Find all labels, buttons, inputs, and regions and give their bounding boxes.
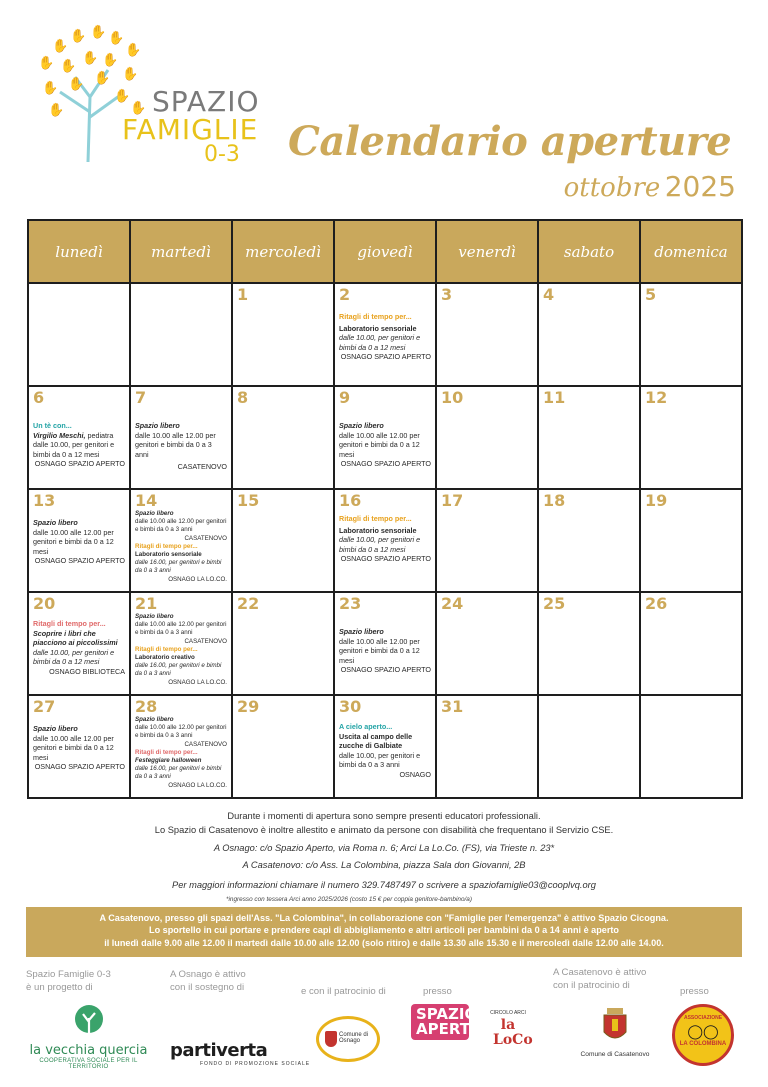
day-number: 18 xyxy=(543,491,566,510)
weekday-header: mercoledì xyxy=(232,220,334,283)
weekday-header: domenica xyxy=(640,220,742,283)
day-number: 21 xyxy=(135,594,158,613)
event-location: CASATENOVO xyxy=(184,740,227,748)
event-location: OSNAGO SPAZIO APERTO xyxy=(34,459,125,469)
event-title: Spazio libero xyxy=(135,613,174,620)
day-number: 14 xyxy=(135,491,158,510)
day-number: 28 xyxy=(135,697,158,716)
day-number: 8 xyxy=(237,388,249,407)
page-title: Calendario aperture xyxy=(288,118,732,165)
comune-casatenovo-logo xyxy=(575,1006,655,1058)
day-cell xyxy=(640,489,742,592)
event-detail: dalle 10.00, per genitori e bimbi da 0 a 12 mesi xyxy=(33,647,115,667)
day-number: 13 xyxy=(33,491,56,510)
partiverta-logo xyxy=(170,1040,310,1067)
footer-caption: presso xyxy=(680,986,709,997)
event-tag: A cielo aperto... xyxy=(339,722,393,731)
lvq-name: la vecchia quercia xyxy=(29,1043,148,1058)
weekday-header: giovedì xyxy=(334,220,436,283)
day-number: 15 xyxy=(237,491,260,510)
event-detail: dalle 16.00, per genitori e bimbi da 0 a 3 anni xyxy=(135,765,222,781)
osnago-coat-of-arms-icon xyxy=(325,1031,337,1047)
footer-text: Spazio Famiglie 0-3 xyxy=(26,969,111,980)
day-cell xyxy=(130,695,232,798)
day-cell xyxy=(538,592,640,695)
svg-text:✋: ✋ xyxy=(70,29,87,44)
event-title: Spazio libero xyxy=(33,518,78,527)
colombina-top-text: ASSOCIAZIONE xyxy=(683,1015,723,1021)
week-row xyxy=(28,283,742,386)
day-cell xyxy=(436,489,538,592)
event xyxy=(33,724,125,772)
day-number: 25 xyxy=(543,594,566,613)
day-cell xyxy=(334,386,436,489)
logo-line3: 0-3 xyxy=(204,142,240,167)
loco-top-text: CIRCOLO ARCI xyxy=(490,1010,526,1016)
day-number: 11 xyxy=(543,388,566,407)
day-cell xyxy=(130,592,232,695)
event-title: Laboratorio sensoriale xyxy=(339,525,417,535)
day-number: 16 xyxy=(339,491,362,510)
day-cell xyxy=(436,386,538,489)
partiverta-name: partiverta xyxy=(170,1040,268,1061)
day-cell xyxy=(436,695,538,798)
day-number: 30 xyxy=(339,697,362,716)
event-detail: dalle 10.00 alle 12.00 per genitori e bimbi da 0 a 3 anni xyxy=(135,724,227,740)
day-number: 26 xyxy=(645,594,668,613)
event-tag: Ritagli di tempo per... xyxy=(135,645,198,653)
day-cell xyxy=(28,386,130,489)
day-cell xyxy=(28,695,130,798)
day-number: 6 xyxy=(33,388,45,407)
info-casatenovo: A Casatenovo: c/o Ass. La Colombina, piazza Sala don Giovanni, 2B xyxy=(242,860,526,870)
footer-caption: presso xyxy=(423,986,452,997)
day-cell xyxy=(436,283,538,386)
day-cell xyxy=(436,592,538,695)
event-detail: dalle 10.00, per genitori e bimbi da 0 a 3 anni xyxy=(339,750,421,770)
calendar-table xyxy=(27,219,743,799)
event xyxy=(339,627,431,675)
event xyxy=(339,514,431,564)
partiverta-subtitle: FONDO DI PROMOZIONE SOCIALE xyxy=(200,1061,311,1067)
empty-day-cell xyxy=(640,695,742,798)
arci-note: *ingresso con tessera Arci anno 2025/2026 (costo 15 € per coppia genitore-bambino/a) xyxy=(226,896,472,903)
event-tag: Ritagli di tempo per... xyxy=(135,748,198,756)
day-number: 4 xyxy=(543,285,555,304)
event xyxy=(135,613,227,646)
day-number: 12 xyxy=(645,388,668,407)
weekday-header: venerdì xyxy=(436,220,538,283)
svg-text:✋: ✋ xyxy=(60,59,77,74)
event-name: Virgilio Meschi, xyxy=(33,430,86,440)
day-cell xyxy=(232,283,334,386)
week-row xyxy=(28,592,742,695)
event xyxy=(339,421,431,469)
footer-text: A Osnago è attivo xyxy=(170,969,246,980)
svg-text:✋: ✋ xyxy=(114,89,131,104)
event-location: OSNAGO LA LO.CO. xyxy=(168,781,227,789)
footer-text: con il patrocinio di xyxy=(553,980,630,991)
lvq-subtitle: COOPERATIVA SOCIALE PER IL TERRITORIO xyxy=(39,1058,138,1070)
event-title: Spazio libero xyxy=(339,421,384,430)
event xyxy=(339,312,431,362)
logo-line1: SPAZIO xyxy=(152,85,260,118)
tree-icon xyxy=(73,1004,105,1038)
day-number: 19 xyxy=(645,491,668,510)
event xyxy=(339,722,431,780)
svg-text:✋: ✋ xyxy=(42,81,59,96)
day-cell xyxy=(334,695,436,798)
event-location: CASATENOVO xyxy=(177,462,227,472)
empty-day-cell xyxy=(538,695,640,798)
info-cse: Lo Spazio di Casatenovo è inoltre allestito e animato da persone con disabilità che frequentano il Servizio CSE. xyxy=(154,825,614,835)
event-location: CASATENOVO xyxy=(184,637,227,645)
day-cell xyxy=(28,592,130,695)
la-loco-logo xyxy=(486,1010,533,1048)
day-number: 5 xyxy=(645,285,657,304)
event-tag: Ritagli di tempo per... xyxy=(339,514,412,523)
event-tag: Ritagli di tempo per... xyxy=(339,312,412,321)
day-cell xyxy=(232,386,334,489)
event-title: Scoprire i libri che piacciono ai piccolissimi xyxy=(33,628,118,648)
event-title: Spazio libero xyxy=(135,716,174,723)
week-row xyxy=(28,695,742,798)
footer-text: è un progetto di xyxy=(26,982,93,993)
day-number: 23 xyxy=(339,594,362,613)
footer-caption: e con il patrocinio di xyxy=(301,986,386,997)
day-number: 22 xyxy=(237,594,260,613)
week-row xyxy=(28,489,742,592)
footer-caption xyxy=(553,966,646,992)
event-detail: dalle 10.00 alle 12.00 per genitori e bimbi da 0 a 12 mesi xyxy=(339,430,420,459)
svg-text:✋: ✋ xyxy=(52,39,69,54)
event-detail: dalle 10.00 alle 12.00 per genitori e bimbi da 0 a 12 mesi xyxy=(33,527,114,556)
info-educators: Durante i momenti di apertura sono sempre presenti educatori professionali. xyxy=(227,811,541,821)
svg-text:✋: ✋ xyxy=(102,53,119,68)
day-cell xyxy=(640,386,742,489)
svg-text:✋: ✋ xyxy=(90,25,107,40)
day-number: 3 xyxy=(441,285,453,304)
la-colombina-logo xyxy=(672,1004,734,1066)
day-number: 24 xyxy=(441,594,464,613)
weekday-header: martedì xyxy=(130,220,232,283)
event-tag: Ritagli di tempo per... xyxy=(33,619,106,628)
day-cell xyxy=(232,695,334,798)
osnago-logo-text: Comune di Osnago xyxy=(339,1032,369,1044)
year: 2025 xyxy=(664,170,736,203)
event-detail: dalle 10.00 alle 12.00 per genitori e bimbi da 0 a 12 mesi xyxy=(339,636,420,665)
banner-line: A Casatenovo, presso gli spazi dell'Ass. "La Colombina", in collaborazione con "Famiglie per l'emergenza" è attivo Spazio Cicogna. xyxy=(99,913,669,923)
event-location: OSNAGO LA LO.CO. xyxy=(168,678,227,686)
empty-day-cell xyxy=(130,283,232,386)
colombina-text: LA COLOMBINA xyxy=(679,1041,727,1047)
day-number: 27 xyxy=(33,697,56,716)
week-row xyxy=(28,386,742,489)
day-cell xyxy=(640,283,742,386)
event-location: OSNAGO LA LO.CO. xyxy=(168,575,227,583)
footer-text: A Casatenovo è attivo xyxy=(553,967,647,978)
day-cell xyxy=(334,592,436,695)
event-tag: Ritagli di tempo per... xyxy=(135,542,198,550)
day-number: 1 xyxy=(237,285,249,304)
day-number: 29 xyxy=(237,697,260,716)
event-detail: dalle 10.00, per genitori e bimbi da 0 a 12 mesi xyxy=(339,535,421,554)
svg-text:✋: ✋ xyxy=(68,77,85,92)
event xyxy=(135,749,227,790)
event-title: Laboratorio sensoriale xyxy=(339,323,417,333)
event-location: OSNAGO BIBLIOTECA xyxy=(49,666,125,676)
weekday-header-row xyxy=(28,220,742,283)
day-cell xyxy=(334,489,436,592)
footer-text: con il sostegno di xyxy=(170,982,245,993)
event-location: OSNAGO SPAZIO APERTO xyxy=(340,554,431,564)
day-cell xyxy=(334,283,436,386)
event-title: Spazio libero xyxy=(33,724,78,733)
event-tag: Un tè con... xyxy=(33,421,72,430)
footer-caption xyxy=(26,968,111,994)
event-detail: dalle 10.00 alle 12.00 per genitori e bimbi da 0 a 3 anni xyxy=(135,430,216,459)
comune-osnago-logo xyxy=(316,1016,380,1062)
svg-text:✋: ✋ xyxy=(108,31,125,46)
day-number: 17 xyxy=(441,491,464,510)
info-contact: Per maggiori informazioni chiamare il numero 329.7487497 o scrivere a spaziofamiglie03@cooplvq.org xyxy=(172,880,596,890)
month-year xyxy=(564,170,736,203)
event xyxy=(135,646,227,687)
svg-text:✋: ✋ xyxy=(122,67,139,82)
spazio-aperto-logo xyxy=(411,1004,483,1040)
event-title: Spazio libero xyxy=(135,510,174,517)
event-title: Laboratorio creativo xyxy=(135,654,195,662)
event-detail: dalle 10.00 alle 12.00 per genitori e bimbi da 0 a 12 mesi xyxy=(33,733,114,762)
footer-caption xyxy=(170,968,246,994)
comune-casatenovo-text: Comune di Casatenovo xyxy=(580,1051,650,1058)
logo-line2: FAMIGLIE xyxy=(122,113,259,146)
event xyxy=(135,421,227,472)
svg-text:✋: ✋ xyxy=(125,43,142,58)
event-title: Spazio libero xyxy=(135,421,180,430)
day-cell xyxy=(538,283,640,386)
day-cell xyxy=(28,489,130,592)
day-cell xyxy=(640,592,742,695)
event-location: OSNAGO SPAZIO APERTO xyxy=(340,665,431,675)
svg-text:✋: ✋ xyxy=(38,56,55,71)
event xyxy=(33,518,125,566)
svg-text:✋: ✋ xyxy=(94,71,111,86)
casatenovo-coat-of-arms-icon xyxy=(600,1006,630,1046)
event-location: OSNAGO SPAZIO APERTO xyxy=(34,762,125,772)
event-location: OSNAGO xyxy=(399,769,431,779)
day-number: 20 xyxy=(33,594,56,613)
spazio-aperto-line1: SPAZIO xyxy=(416,1005,478,1023)
info-osnago: A Osnago: c/o Spazio Aperto, via Roma n. 6; Arci La Lo.Co. (FS), via Trieste n. 23* xyxy=(213,843,555,853)
day-cell xyxy=(232,592,334,695)
event-detail: dalle 16.00, per genitori e bimbi da 0 a 3 anni xyxy=(135,662,222,678)
spazio-aperto-line2: APERTO xyxy=(416,1020,483,1038)
empty-day-cell xyxy=(28,283,130,386)
day-cell xyxy=(232,489,334,592)
month: ottobre xyxy=(563,173,661,203)
event-location: OSNAGO SPAZIO APERTO xyxy=(34,556,125,566)
event-title: Uscita al campo delle zucche di Galbiate xyxy=(339,731,413,751)
day-number: 7 xyxy=(135,388,147,407)
day-number: 31 xyxy=(441,697,464,716)
day-number: 2 xyxy=(339,285,351,304)
event xyxy=(135,716,227,749)
day-cell xyxy=(538,386,640,489)
event xyxy=(135,510,227,543)
event xyxy=(135,543,227,584)
event-location: CASATENOVO xyxy=(184,534,227,542)
event-title: Festeggiare halloween xyxy=(135,757,202,765)
event-location: OSNAGO SPAZIO APERTO xyxy=(340,459,431,469)
rings-icon: ◯◯ xyxy=(687,1023,719,1039)
event-detail: dalle 10.00 alle 12.00 per genitori e bimbi da 0 a 3 anni xyxy=(135,518,227,534)
loco-text: la LoCo xyxy=(493,1017,533,1048)
event-detail: pediatra dalle 10.00, per genitori e bimbi da 0 a 12 mesi xyxy=(33,430,115,459)
event xyxy=(33,619,125,677)
event-detail: dalle 10.00 alle 12.00 per genitori e bimbi da 0 a 3 anni xyxy=(135,621,227,637)
banner-line: il lunedì dalle 9.00 alle 12.00 il martedì dalle 10.00 alle 12.00 (solo ritiro) e dalle 13.30 alle 15.30 e il mercoledì dalle 12.00 alle 14.00. xyxy=(104,937,664,948)
day-number: 10 xyxy=(441,388,464,407)
day-number: 9 xyxy=(339,388,351,407)
weekday-header: lunedì xyxy=(28,220,130,283)
day-cell xyxy=(130,386,232,489)
svg-text:✋: ✋ xyxy=(48,103,65,118)
logo-wordmark xyxy=(122,85,260,167)
day-cell xyxy=(130,489,232,592)
weekday-header: sabato xyxy=(538,220,640,283)
svg-text:✋: ✋ xyxy=(130,101,147,116)
la-vecchia-quercia-logo xyxy=(26,1004,151,1070)
day-cell xyxy=(538,489,640,592)
event-title: Spazio libero xyxy=(339,627,384,636)
svg-text:✋: ✋ xyxy=(82,51,99,66)
event-detail: dalle 16.00, per genitori e bimbi da 0 a 3 anni xyxy=(135,559,222,575)
event-location: OSNAGO SPAZIO APERTO xyxy=(340,352,431,362)
spazio-cicogna-banner xyxy=(26,907,742,957)
event xyxy=(33,421,125,469)
event-title: Laboratorio sensoriale xyxy=(135,551,202,559)
banner-line: Lo sportello in cui portare e prendere capi di abbigliamento e altri articoli per bambini da 0 a 14 anni è aperto xyxy=(149,925,619,936)
event-detail: dalle 10.00, per genitori e bimbi da 0 a 12 mesi xyxy=(339,333,421,352)
